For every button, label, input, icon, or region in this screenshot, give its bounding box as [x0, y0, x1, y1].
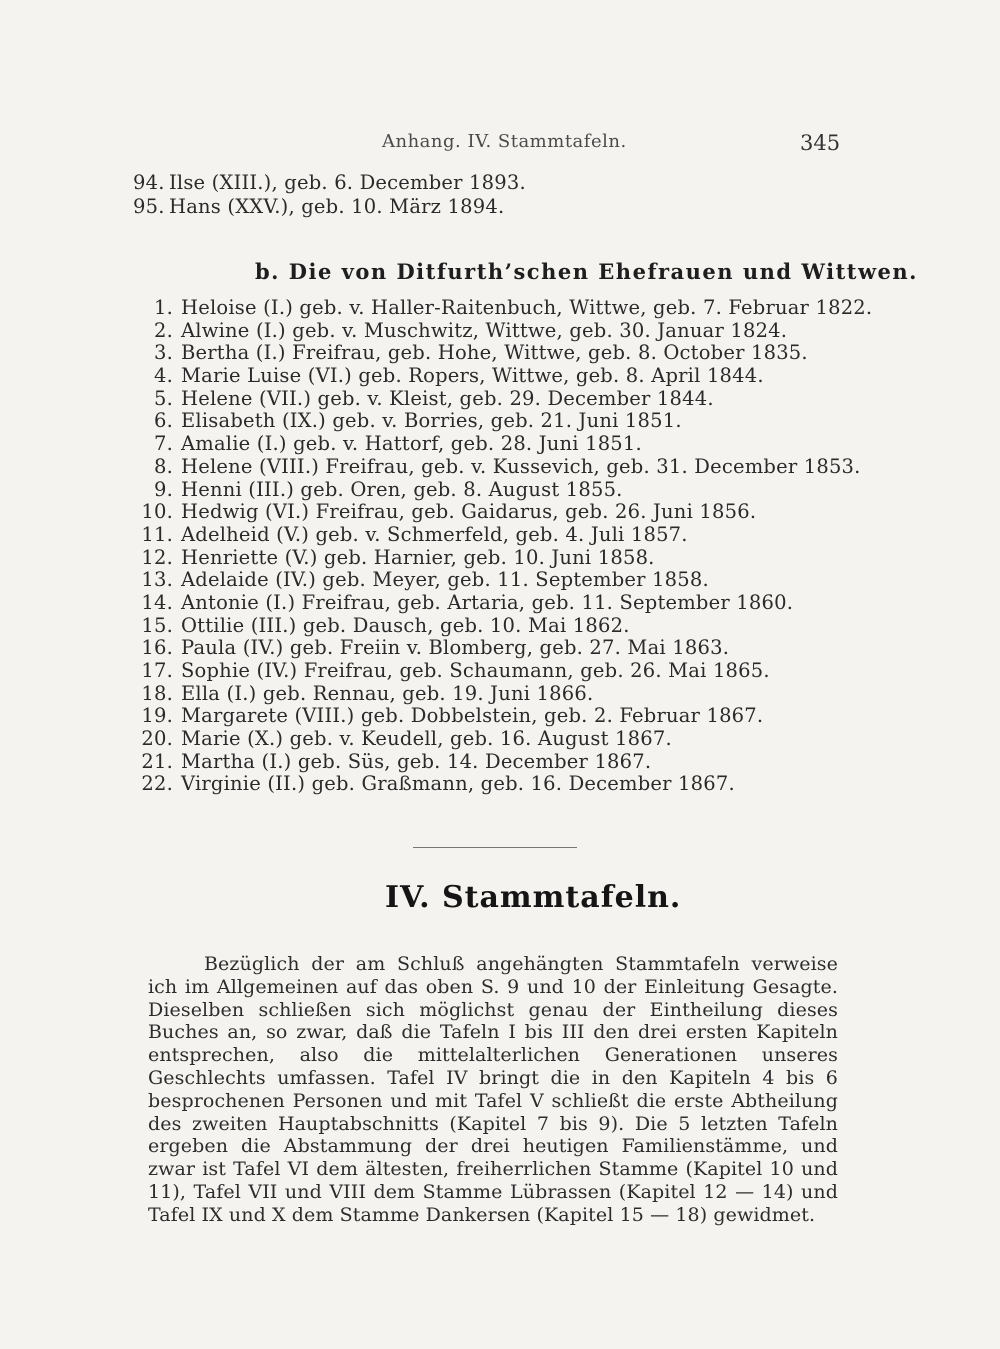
list-item [133, 456, 872, 479]
list-item [133, 195, 526, 219]
item-number: 20. [141, 727, 173, 751]
page-number: 345 [800, 131, 841, 155]
item-text: Hedwig (VI.) Freifrau, geb. Gaidarus, geb. 26. Juni 1856. [181, 500, 757, 524]
item-number: 95. [133, 195, 165, 218]
list-item [133, 773, 872, 796]
item-number: 8. [153, 454, 173, 478]
item-number: 4. [153, 364, 173, 388]
list-item [133, 171, 526, 195]
list-item [133, 342, 872, 365]
section-divider [413, 847, 577, 848]
list-item [133, 751, 872, 774]
item-text: Henriette (V.) geb. Harnier, geb. 10. Juni 1858. [181, 545, 655, 569]
item-number: 10. [141, 500, 173, 524]
list-item [133, 479, 872, 502]
body-paragraph: Bezüglich der am Schluß angehängten Stammtafeln verweise ich im Allgemeinen auf das oben S. 9 und 10 der Einleitung Gesagte. Dieselben schließen sich möglichst genau der Eintheilung dieses Buches an, so zwar, daß die Tafeln I bis III den drei ersten Kapiteln entsprechen, also die mittelalterlichen Generationen unseres Geschlechts umfassen. Tafel IV bringt die in den Kapiteln 4 bis 6 besprochenen Personen und mit Tafel V schließt die erste Abtheilung des zweiten Hauptabschnitts (Kapitel 7 bis 9). Die 5 letzten Tafeln ergeben die Abstammung der drei heutigen Familienstämme, und zwar ist Tafel VI dem ältesten, freiherrlichen Stamme (Kapitel 10 und 11), Tafel VII und VIII dem Stamme Lübrassen (Kapitel 12 — 14) und Tafel IX und X dem Stamme Dankersen (Kapitel 15 — 18) gewidmet. [148, 953, 838, 1226]
item-number: 22. [141, 772, 173, 796]
item-text: Sophie (IV.) Freifrau, geb. Schaumann, geb. 26. Mai 1865. [181, 659, 770, 682]
list-item [133, 728, 872, 751]
item-text: Adelheid (V.) geb. v. Schmerfeld, geb. 4. Juli 1857. [181, 522, 688, 546]
item-text: Bertha (I.) Freifrau, geb. Hohe, Wittwe, geb. 8. October 1835. [181, 341, 808, 365]
list-item [133, 365, 872, 388]
item-number: 14. [141, 590, 173, 614]
item-text: Alwine (I.) geb. v. Muschwitz, Wittwe, geb. 30. Januar 1824. [181, 318, 788, 342]
section-b-heading: b. Die von Ditfurth’schen Ehefrauen und Wittwen. [255, 259, 918, 284]
item-number: 21. [141, 749, 173, 773]
list-item [133, 320, 872, 343]
list-item [133, 410, 872, 433]
item-number: 2. [153, 318, 173, 342]
item-text: Ilse (XIII.), geb. 6. December 1893. [169, 171, 526, 194]
list-item [133, 683, 872, 706]
item-number: 12. [141, 545, 173, 569]
item-number: 17. [141, 659, 173, 682]
wives-widows-list [133, 297, 872, 796]
item-number: 18. [141, 681, 173, 705]
item-text: Ella (I.) geb. Rennau, geb. 19. Juni 1866. [181, 681, 594, 705]
list-item [133, 547, 872, 570]
item-number: 7. [153, 432, 173, 456]
item-text: Helene (VIII.) Freifrau, geb. v. Kussevich, geb. 31. December 1853. [181, 454, 861, 478]
item-text: Adelaide (IV.) geb. Meyer, geb. 11. September 1858. [181, 568, 709, 592]
item-text: Marie (X.) geb. v. Keudell, geb. 16. August 1867. [181, 727, 672, 751]
item-number: 11. [141, 522, 173, 546]
section-iv-heading: IV. Stammtafeln. [385, 880, 682, 915]
list-item [133, 569, 872, 592]
list-item [133, 524, 872, 547]
list-item [133, 637, 872, 660]
item-text: Martha (I.) geb. Süs, geb. 14. December 1867. [181, 749, 652, 773]
list-item [133, 433, 872, 456]
item-number: 5. [153, 386, 173, 410]
item-number: 15. [141, 613, 173, 637]
item-number: 13. [141, 568, 173, 592]
item-text: Paula (IV.) geb. Freiin v. Blomberg, geb. 27. Mai 1863. [181, 636, 730, 660]
item-text: Ottilie (III.) geb. Dausch, geb. 10. Mai 1862. [181, 613, 630, 637]
list-item [133, 501, 872, 524]
item-text: Elisabeth (IX.) geb. v. Borries, geb. 21. Juni 1851. [181, 409, 682, 433]
page-header [0, 131, 1000, 159]
item-text: Amalie (I.) geb. v. Hattorf, geb. 28. Juni 1851. [181, 432, 642, 456]
item-number: 9. [153, 477, 173, 501]
list-item [133, 592, 872, 615]
item-number: 6. [153, 409, 173, 433]
list-item [133, 660, 872, 683]
item-text: Henni (III.) geb. Oren, geb. 8. August 1855. [181, 477, 623, 501]
item-text: Marie Luise (VI.) geb. Ropers, Wittwe, geb. 8. April 1844. [181, 364, 764, 388]
continued-list [133, 171, 526, 219]
item-text: Antonie (I.) Freifrau, geb. Artaria, geb. 11. September 1860. [181, 590, 794, 614]
list-item [133, 297, 872, 320]
item-text: Virginie (II.) geb. Graßmann, geb. 16. December 1867. [181, 772, 735, 796]
item-text: Heloise (I.) geb. v. Haller-Raitenbuch, Wittwe, geb. 7. Februar 1822. [181, 296, 873, 319]
item-text: Margarete (VIII.) geb. Dobbelstein, geb. 2. Februar 1867. [181, 704, 764, 728]
item-number: 19. [141, 704, 173, 728]
list-item [133, 388, 872, 411]
item-number: 16. [141, 636, 173, 660]
item-number: 94. [133, 171, 165, 194]
list-item [133, 705, 872, 728]
item-text: Hans (XXV.), geb. 10. März 1894. [169, 195, 505, 218]
list-item [133, 615, 872, 638]
running-title: Anhang. IV. Stammtafeln. [382, 131, 627, 152]
item-number: 3. [153, 341, 173, 365]
item-text: Helene (VII.) geb. v. Kleist, geb. 29. December 1844. [181, 386, 714, 410]
item-number: 1. [153, 296, 173, 319]
